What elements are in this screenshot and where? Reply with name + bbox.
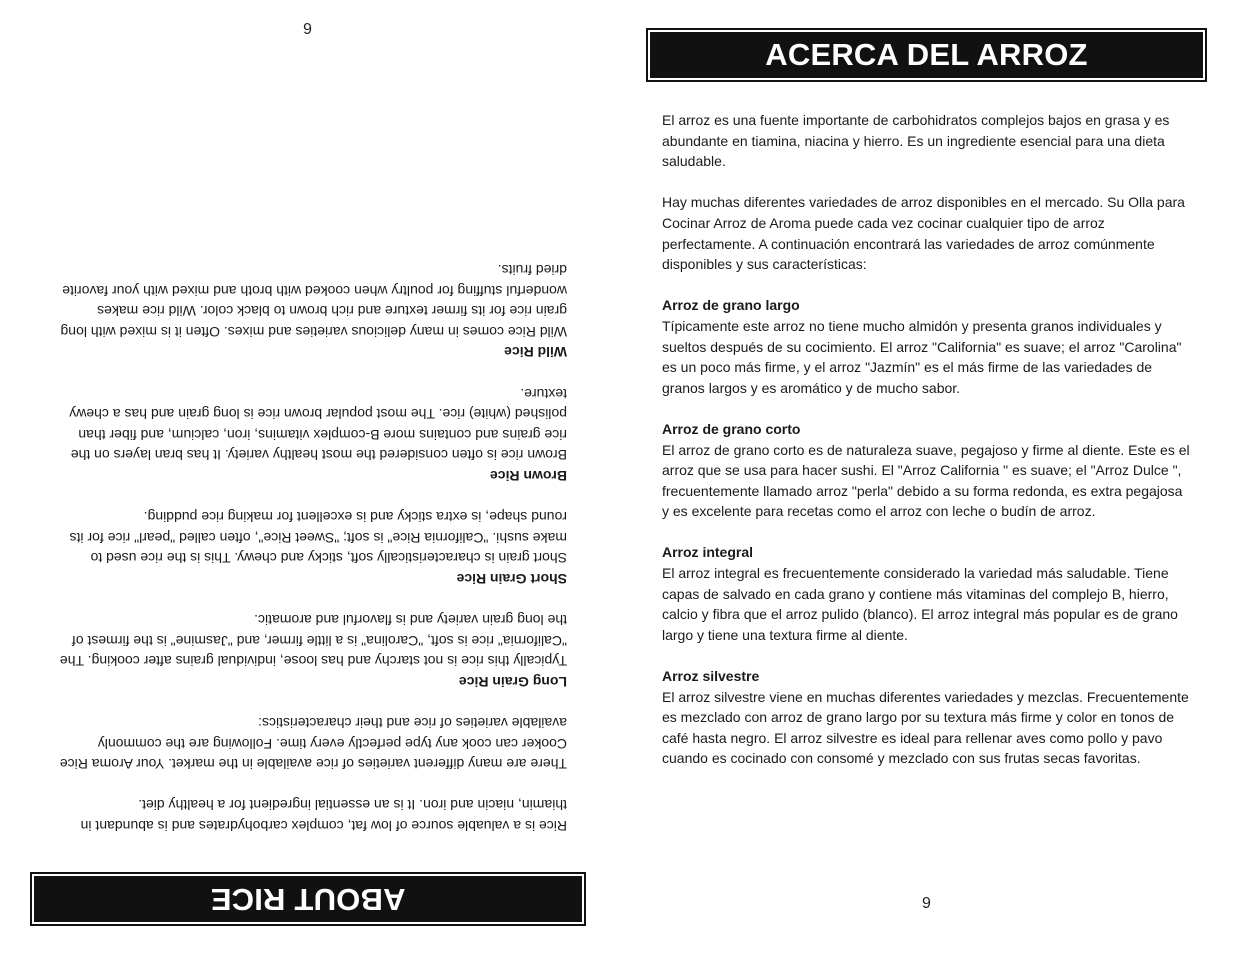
section-text: El arroz integral es frecuentemente considerado la variedad más saludable. Tiene capas de salvado en cada grano y contiene más vitaminas del complejo B, hierro, calcio y fibra que el arroz pulido (blanco). El arroz integral más popular es de grano largo y tiene una textura firme al diente. — [662, 565, 1178, 643]
right-page-title: ACERCA DEL ARROZ — [650, 32, 1203, 78]
right-section-integral — [662, 542, 1192, 645]
right-section-grano-largo — [662, 295, 1192, 398]
right-intro-paragraph-2: Hay muchas diferentes variedades de arroz disponibles en el mercado. Su Olla para Cocinar Arroz de Aroma puede cada vez cocinar cualquier tipo de arroz perfectamente. A continuación encontrará las variedades de arroz comúnmente disponibles y sus características: — [662, 194, 1185, 273]
section-text: Típicamente este arroz no tiene mucho almidón y presenta granos individuales y sueltos después de su cocimiento. El arroz "California" es suave; el arroz "Carolina" es un poco más firme, y el arroz "Jazmín" es el más firme de las variedades de granos largos y es aromático y de mucho sabor. — [662, 317, 1182, 396]
section-text: Typically this rice is not starchy and has loose, individual grains after cooking. The "California" rice is soft, "Carolina" is a little firmer, and "Jasmine" is the firmest of the long grain variety and is flavorful and aromatic. — [59, 612, 567, 670]
right-body-text — [662, 110, 1192, 790]
section-text: Short grain is characteristically soft, sticky and chewy. This is the rice used to make sushi. "California Rice" is soft; "Sweet Rice", often called "pearl" rice for its round shape, is extra sticky and is excellent for making rice pudding. — [69, 509, 567, 567]
right-intro-paragraph-1: El arroz es una fuente importante de carbohidratos complejos bajos en grasa y es abundante en tiamina, niacina y hierro. Es un ingrediente esencial para una dieta saludable. — [662, 112, 1170, 170]
section-text: El arroz de grano corto es de naturaleza suave, pegajoso y firme al diente. Este es el arroz que se usa para hacer sushi. El "Arroz California " es suave; el "Arroz Dulce ", frecuentemente llamado arroz "perla" debido a su forma redonda, es extra pegajosa y es excelente para recetas como el arroz con leche o budín de arroz. — [662, 441, 1190, 520]
section-heading: Arroz de grano largo — [662, 297, 800, 314]
section-heading: Long Grain Rice — [458, 673, 567, 690]
left-intro-paragraph-1: Rice is a valuable source of low fat, complex carbohydrates and is abundant in thiamin, niacin and iron. It is an essential ingredient for a healthy diet. — [80, 797, 567, 834]
section-heading: Wild Rice — [504, 344, 567, 361]
section-text: El arroz silvestre viene en muchas diferentes variedades y mezclas. Frecuentemente es mezclado con arroz de grano largo por su textura más firme y color en tonos de café hasta negro. El arroz silvestre es ideal para rellenar aves como pollo y pavo cuando es cocinado con consomé y mezclado con sus frutas secas favoritas. — [662, 688, 1189, 767]
right-page-number: 9 — [922, 895, 931, 912]
left-page-title: ABOUT RICE — [34, 876, 582, 922]
left-section-short-grain — [53, 507, 567, 589]
section-heading: Arroz de grano corto — [662, 420, 801, 437]
left-section-brown-rice — [53, 383, 567, 486]
right-section-silvestre — [662, 666, 1192, 769]
left-section-long-grain — [53, 609, 567, 691]
section-heading: Arroz silvestre — [662, 668, 760, 685]
section-text: Wild Rice comes in many delicious varieties and mixes. Often it is mixed with long grain rice for its firmer texture and rich brown to black color. Wild rice makes wonderful stuffing for poultry when cooked with broth and mixed with your favorite dried fruits. — [60, 261, 567, 340]
section-heading: Arroz integral — [662, 544, 754, 561]
left-intro-paragraph-2: There are many different varieties of rice available in the market. Your Aroma Rice Cooker can cook any type perfectly every time. Following are the commonly available varieties of rice and their characteristics: — [59, 715, 567, 773]
left-page-number: 6 — [303, 19, 312, 36]
left-title-banner — [30, 872, 586, 926]
right-title-banner — [646, 28, 1207, 82]
right-section-grano-corto — [662, 419, 1192, 522]
left-section-wild-rice — [53, 259, 567, 362]
left-body-text — [53, 239, 567, 836]
section-heading: Short Grain Rice — [456, 570, 567, 587]
left-page — [0, 0, 617, 954]
section-heading: Brown Rice — [489, 467, 567, 484]
section-text: Brown rice is often considered the most healthy variety. It has bran layers on the rice grains and contains more B-complex vitamins, iron, calcium, and fiber than polished (white) rice. The most popular brown rice is long grain and has a chewy texture. — [69, 385, 567, 464]
right-page — [617, 0, 1235, 954]
left-page-rotated — [0, 0, 617, 954]
